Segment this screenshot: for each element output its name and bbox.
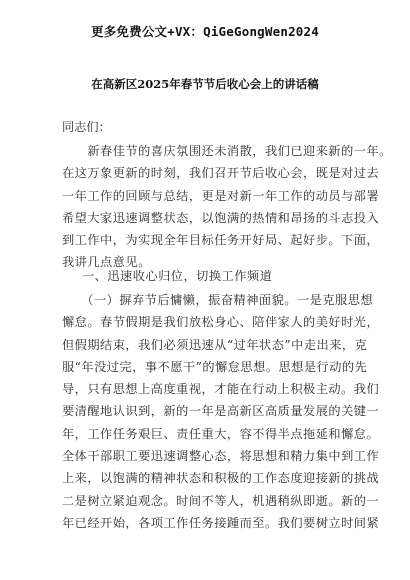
text-line: 年已经开始，各项工作任务接踵而至。我们要树立时间紧: [62, 515, 380, 530]
text-line: 全体干部职工要迅速调整心态，将思想和精力集中到工作: [62, 449, 380, 464]
text-line: 年，工作任务艰巨、责任重大，容不得半点拖延和懈怠。: [62, 426, 380, 441]
text-line: 懈怠。春节假期是我们放松身心、陪伴家人的美好时光，: [62, 315, 380, 330]
text-line: 但假期结束，我们必须迅速从“过年状态”中走出来，克: [62, 337, 368, 352]
text-line: 到工作中，为实现全年目标任务开好局、起好步。下面，: [62, 233, 380, 248]
text-line: 在这万象更新的时刻，我们召开节后收心会，既是对过去: [62, 166, 380, 181]
text-line: 一年工作的回顾与总结，更是对新一年工作的动员与部署: [62, 188, 380, 203]
text-line: 服“年没过完，事不愿干”的懈怠思想。思想是行动的先: [62, 359, 368, 374]
greeting: 同志们：: [62, 120, 111, 134]
paragraph-intro: [62, 140, 392, 274]
text-line: 导，只有思想上高度重视，才能在行动上积极主动。我们: [62, 382, 380, 397]
text-line: 我讲几点意见。: [62, 255, 151, 270]
text-line: 希望大家迅速调整状态，以饱满的热情和昂扬的斗志投入: [62, 210, 380, 225]
paragraph-section-1: [62, 289, 380, 534]
text-line: 上来，以饱满的精神状态和积极的工作态度迎接新的挑战: [62, 471, 380, 486]
text-line: 要清醒地认识到，新的一年是高新区高质量发展的关键一: [62, 404, 380, 419]
document-title: 在高新区2025年春节节后收心会上的讲话稿: [91, 77, 319, 91]
text-line: 新春佳节的喜庆氛围还未消散，我们已迎来新的一年。: [62, 144, 392, 158]
section-heading: 一、迅速收心归位，切换工作频道: [82, 269, 273, 283]
watermark-text: 更多免费公文+VX：QiGeGongWen2024: [91, 24, 319, 39]
text-line: （一）摒弃节后慵懒，振奋精神面貌。一是克服思想: [62, 293, 374, 307]
text-line: 二是树立紧迫观念。时间不等人，机遇稍纵即逝。新的一: [62, 493, 380, 508]
